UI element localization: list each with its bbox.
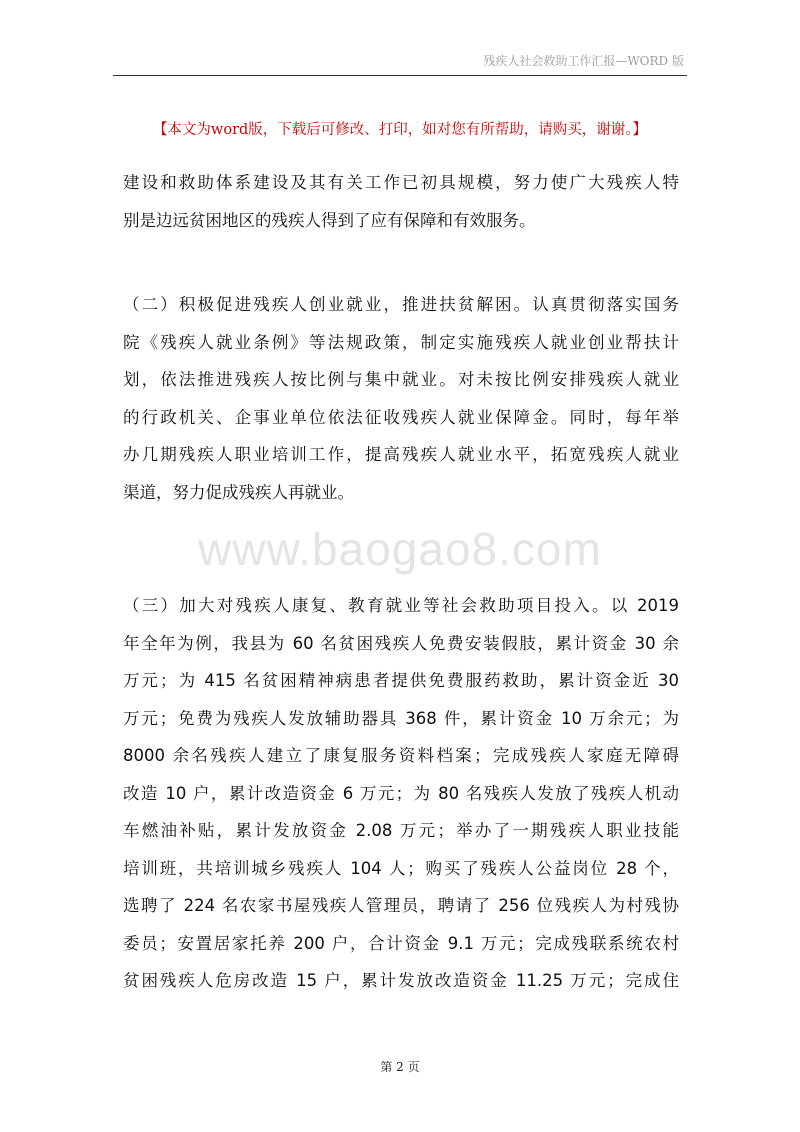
text-line: 建设和救助体系建设及其有关工作已初具规模，努力使广大残疾人特: [123, 173, 679, 192]
text-line: 培训班，共培训城乡残疾人 104 人；购买了残疾人公益岗位 28 个，: [123, 858, 679, 878]
text-line: 8000 余名残疾人建立了康复服务资料档案；完成残疾人家庭无障碍: [123, 746, 679, 765]
text-line: 车燃油补贴，累计发放资金 2.08 万元；举办了一期残疾人职业技能: [123, 821, 679, 840]
text-line: 选聘了 224 名农家书屋残疾人管理员，聘请了 256 位残疾人为村残协: [123, 896, 679, 915]
text-line: 划，依法推进残疾人按比例与集中就业。对未按比例安排残疾人就业: [123, 370, 679, 389]
paragraph-rehabilitation: [123, 587, 679, 1000]
text-line: （三）加大对残疾人康复、教育就业等社会救助项目投入。以 2019: [123, 596, 679, 615]
text-line: 渠道，努力促成残疾人再就业。: [123, 482, 354, 502]
text-line: （二）积极促进残疾人创业就业，推进扶贫解困。认真贯彻落实国务: [123, 295, 679, 314]
text-line: 万元；免费为残疾人发放辅助器具 368 件，累计资金 10 万余元；为: [123, 708, 679, 728]
text-line: 办几期残疾人职业培训工作，提高残疾人就业水平，拓宽残疾人就业: [123, 445, 679, 464]
text-line: 贫困残疾人危房改造 15 户，累计发放改造资金 11.25 万元；完成住: [123, 971, 679, 990]
running-header: 残疾人社会救助工作汇报—WORD 版: [483, 54, 684, 68]
text-line: 的行政机关、企事业单位依法征收残疾人就业保障金。同时，每年举: [123, 407, 679, 427]
text-line: 年全年为例，我县为 60 名贫困残疾人免费安装假肢，累计资金 30 余: [123, 633, 679, 653]
header-divider: [113, 75, 687, 76]
watermark: www.baogao8.com: [198, 523, 602, 575]
text-line: 别是边远贫困地区的残疾人得到了应有保障和有效服务。: [123, 210, 536, 230]
paragraph-employment: [123, 286, 679, 511]
text-line: 院《残疾人就业条例》等法规政策，制定实施残疾人就业创业帮扶计: [123, 332, 679, 352]
text-line: 万元；为 415 名贫困精神病患者提供免费服药救助，累计资金近 30: [123, 671, 679, 690]
paragraph-intro: [123, 164, 679, 239]
text-line: 改造 10 户，累计改造资金 6 万元；为 80 名残疾人发放了残疾人机动: [123, 783, 679, 803]
text-line: 委员；安置居家托养 200 户，合计资金 9.1 万元；完成残联系统农村: [123, 933, 679, 953]
page-number: 第 2 页: [380, 1060, 420, 1074]
purchase-notice: 【本文为word版，下载后可修改、打印，如对您有所帮助，请购买，谢谢。】: [152, 122, 648, 138]
